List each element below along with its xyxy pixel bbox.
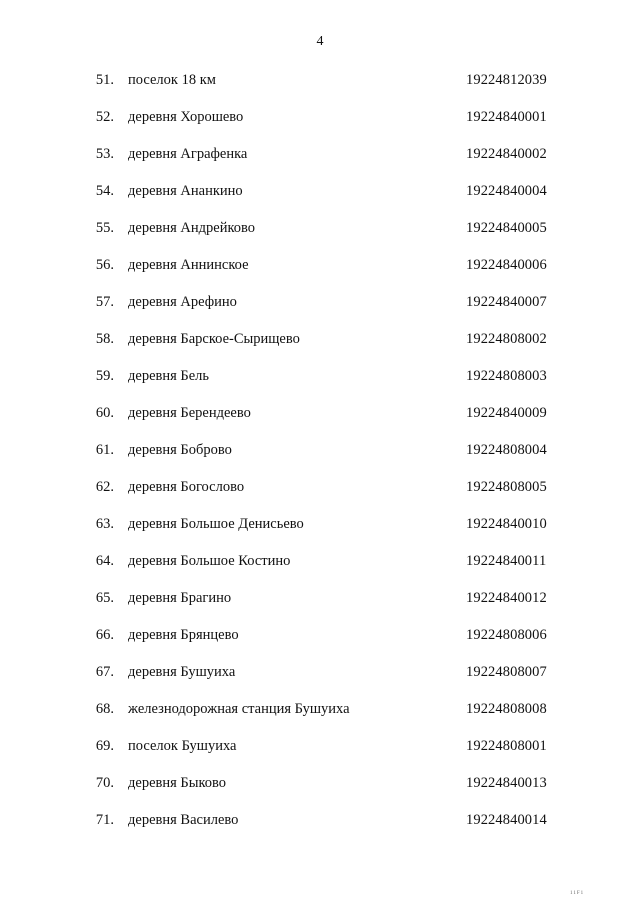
settlement-name: деревня Богослово	[128, 479, 245, 495]
list-item	[0, 107, 640, 144]
settlement-list	[0, 70, 640, 847]
list-item	[0, 329, 640, 366]
oktmo-code: 19224840011	[466, 553, 547, 569]
oktmo-code: 19224840012	[466, 590, 547, 606]
oktmo-code: 19224840009	[466, 405, 547, 421]
item-number: 55.	[95, 220, 114, 236]
oktmo-code: 19224808002	[466, 331, 547, 347]
oktmo-code: 19224808004	[466, 442, 547, 458]
list-item	[0, 181, 640, 218]
item-number: 53.	[95, 146, 114, 162]
item-number: 63.	[95, 516, 114, 532]
item-number: 57.	[95, 294, 114, 310]
item-number: 64.	[95, 553, 114, 569]
item-number: 51.	[95, 72, 114, 88]
settlement-name: деревня Василево	[128, 812, 239, 828]
settlement-name: деревня Большое Денисьево	[128, 516, 304, 532]
list-item	[0, 810, 640, 847]
settlement-name: деревня Ананкино	[128, 183, 243, 199]
list-item	[0, 662, 640, 699]
settlement-name: поселок 18 км	[128, 72, 216, 88]
page-number: 4	[316, 34, 324, 49]
list-item	[0, 773, 640, 810]
oktmo-code: 19224808006	[466, 627, 547, 643]
item-number: 68.	[95, 701, 114, 717]
oktmo-code: 19224840006	[466, 257, 547, 273]
item-number: 56.	[95, 257, 114, 273]
settlement-name: деревня Боброво	[128, 442, 232, 458]
oktmo-code: 19224808001	[466, 738, 547, 754]
settlement-name: деревня Большое Костино	[128, 553, 291, 569]
list-item	[0, 625, 640, 662]
oktmo-code: 19224840013	[466, 775, 547, 791]
list-item	[0, 144, 640, 181]
oktmo-code: 19224840010	[466, 516, 547, 532]
settlement-name: деревня Андрейково	[128, 220, 256, 236]
list-item	[0, 514, 640, 551]
item-number: 71.	[95, 812, 114, 828]
footer-scan-mark: 11F1	[570, 891, 585, 896]
item-number: 54.	[95, 183, 114, 199]
oktmo-code: 19224840014	[466, 812, 547, 828]
oktmo-code: 19224840001	[466, 109, 547, 125]
item-number: 70.	[95, 775, 114, 791]
list-item	[0, 403, 640, 440]
list-item	[0, 551, 640, 588]
settlement-name: деревня Берендеево	[128, 405, 251, 421]
settlement-name: деревня Аграфенка	[128, 146, 248, 162]
item-number: 65.	[95, 590, 114, 606]
list-item	[0, 366, 640, 403]
list-item	[0, 440, 640, 477]
item-number: 60.	[95, 405, 114, 421]
settlement-name: деревня Бушуиха	[128, 664, 236, 680]
oktmo-code: 19224808007	[466, 664, 547, 680]
item-number: 52.	[95, 109, 114, 125]
list-item	[0, 292, 640, 329]
item-number: 62.	[95, 479, 114, 495]
settlement-name: деревня Барское-Сырищево	[128, 331, 300, 347]
item-number: 69.	[95, 738, 114, 754]
oktmo-code: 19224812039	[466, 72, 547, 88]
list-item	[0, 699, 640, 736]
settlement-name: железнодорожная станция Бушуиха	[128, 701, 350, 717]
settlement-name: поселок Бушуиха	[128, 738, 237, 754]
item-number: 59.	[95, 368, 114, 384]
list-item	[0, 218, 640, 255]
list-item	[0, 736, 640, 773]
settlement-name: деревня Быково	[128, 775, 227, 791]
settlement-name: деревня Брянцево	[128, 627, 239, 643]
oktmo-code: 19224808003	[466, 368, 547, 384]
list-item	[0, 477, 640, 514]
settlement-name: деревня Арефино	[128, 294, 237, 310]
list-item	[0, 255, 640, 292]
settlement-name: деревня Бель	[128, 368, 210, 384]
oktmo-code: 19224808005	[466, 479, 547, 495]
oktmo-code: 19224840002	[466, 146, 547, 162]
oktmo-code: 19224840004	[466, 183, 547, 199]
settlement-name: деревня Брагино	[128, 590, 232, 606]
item-number: 67.	[95, 664, 114, 680]
settlement-name: деревня Хорошево	[128, 109, 244, 125]
oktmo-code: 19224808008	[466, 701, 547, 717]
list-item	[0, 70, 640, 107]
item-number: 66.	[95, 627, 114, 643]
list-item	[0, 588, 640, 625]
item-number: 58.	[95, 331, 114, 347]
oktmo-code: 19224840005	[466, 220, 547, 236]
settlement-name: деревня Аннинское	[128, 257, 249, 273]
item-number: 61.	[95, 442, 114, 458]
oktmo-code: 19224840007	[466, 294, 547, 310]
